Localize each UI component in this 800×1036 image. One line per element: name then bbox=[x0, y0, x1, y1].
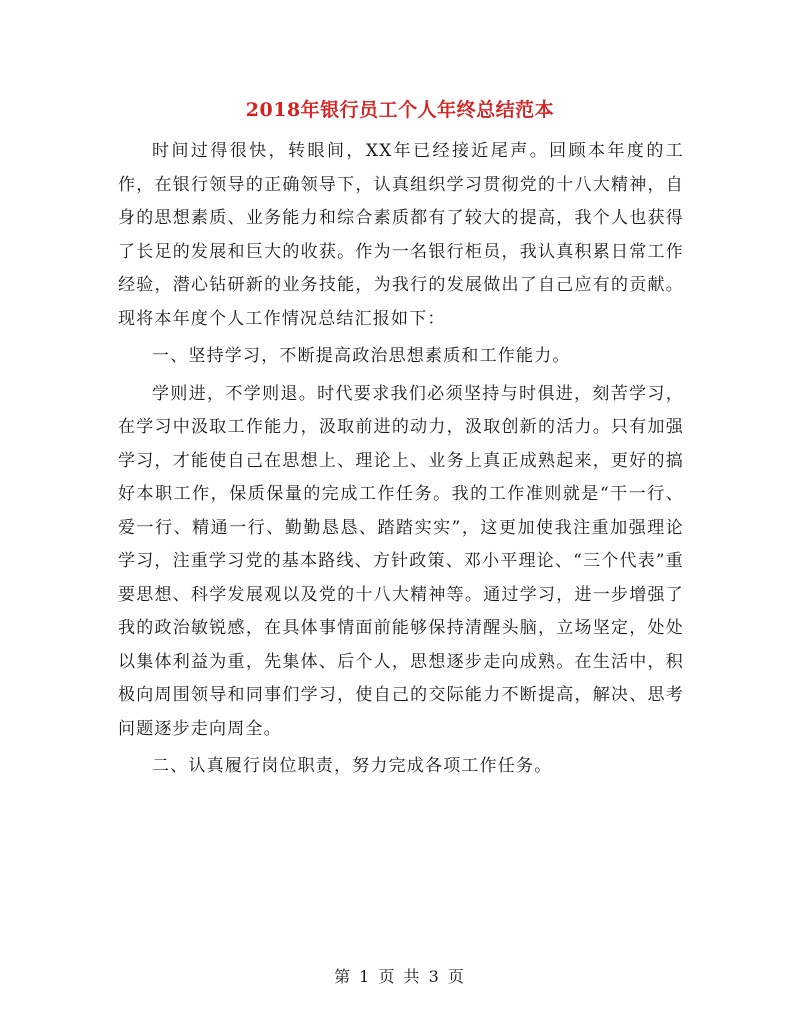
document-body bbox=[118, 135, 684, 788]
section-heading-1: 一、坚持学习，不断提高政治思想素质和工作能力。 bbox=[152, 346, 571, 366]
document-title: 2018年银行员工个人年终总结范本 bbox=[245, 99, 555, 121]
page-number-footer: 第 1 页 共 3 页 bbox=[334, 967, 466, 986]
intro-paragraph: 时间过得很快，转眼间，XX年已经接近尾声。回顾本年度的工作，在银行领导的正确领导下，认真组织学习贯彻党的十八大精神，自身的思想素质、业务能力和综合素质都有了较大的提高，我个人也获得了长足的发展和巨大的收获。作为一名银行柜员，我认真积累日常工作经验，潜心钻研新的业务技能，为我行的发展做出了自己应有的贡献。现将本年度个人工作情况总结汇报如下： bbox=[118, 141, 684, 329]
section-1-paragraph: 学则进，不学则退。时代要求我们必须坚持与时俱进，刻苦学习，在学习中汲取工作能力，汲取前进的动力，汲取创新的活力。只有加强学习，才能使自己在思想上、理论上、业务上真正成熟起来，更好的搞好本职工作，保质保量的完成工作任务。我的工作准则就是“干一行、爱一行、精通一行、勤勤恳恳、踏踏实实”，这更加使我注重加强理论学习，注重学习党的基本路线、方针政策、邓小平理论、“三个代表”重要思想、科学发展观以及党的十八大精神等。通过学习，进一步增强了我的政治敏锐感，在具体事情面前能够保持清醒头脑，立场坚定，处处以集体利益为重，先集体、后个人，思想逐步走向成熟。在生活中，积极向周围领导和同事们学习，使自己的交际能力不断提高，解决、思考问题逐步走向周全。 bbox=[118, 383, 684, 739]
section-heading-2: 二、认真履行岗位职责，努力完成各项工作任务。 bbox=[152, 756, 553, 776]
